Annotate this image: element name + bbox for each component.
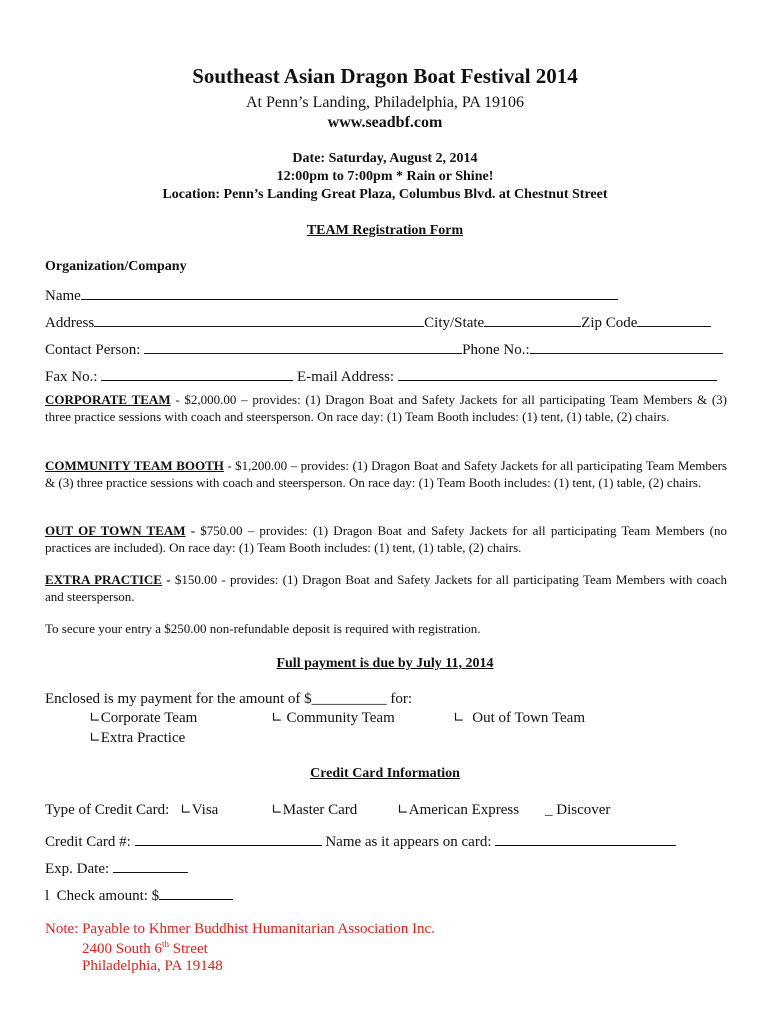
option-extra-practice[interactable]: [89, 730, 185, 747]
fax-field[interactable]: [101, 366, 293, 381]
name-field[interactable]: [81, 285, 618, 300]
address-label: Address: [45, 315, 95, 331]
package-description: - $2,000.00 – provides: (1) Dragon Boat and Safety Jackets for all participating Team Members & (3) three practice sessions with coach and steersperson. On race day: (1) Team Booth includes: (1) tent, (1) table, (2) chairs.: [45, 392, 728, 424]
package-name: COMMUNITY TEAM BOOTH: [45, 458, 224, 473]
email-field[interactable]: [398, 366, 717, 381]
exp-date-field[interactable]: [113, 858, 188, 873]
check-checkbox-icon[interactable]: l: [45, 888, 50, 904]
option-corporate-team[interactable]: [89, 710, 197, 727]
phone-field[interactable]: [530, 339, 723, 354]
package-separator: -: [185, 523, 201, 538]
option-community-team[interactable]: [271, 710, 395, 727]
package-corporate: [45, 391, 727, 425]
payable-note: Note: Payable to Khmer Buddhist Humanitarian Association Inc.: [45, 921, 435, 937]
package-description: - $1,200.00 – provides: (1) Dragon Boat and Safety Jackets for all participating Team Members & (3) three practice sessions with coach and steersperson. On race day: (1) Team Booth includes: (1) tent, (1) table, (2) chairs.: [45, 458, 727, 490]
option-label: Out of Town Team: [472, 710, 585, 726]
checkbox-icon[interactable]: ∟: [180, 802, 192, 818]
card-name-label: Name as it appears on card:: [325, 834, 492, 850]
package-extra-practice: [45, 571, 727, 605]
package-name: OUT OF TOWN TEAM: [45, 523, 186, 538]
check-amount-field[interactable]: [159, 885, 233, 900]
card-type-label: Type of Credit Card:: [45, 802, 170, 818]
card-name-field[interactable]: [495, 831, 676, 846]
package-description: $150.00 - provides: (1) Dragon Boat and Safety Jackets for all participating Team Members with coach and steersperson.: [45, 572, 727, 604]
exp-date-label: Exp. Date:: [45, 861, 110, 877]
email-label: E-mail Address:: [297, 369, 395, 385]
contact-person-label: Contact Person:: [45, 342, 141, 358]
enclosed-payment-line: Enclosed is my payment for the amount of $__________ for:: [45, 691, 413, 707]
street-name: Street: [169, 941, 208, 957]
card-option-master[interactable]: [271, 802, 357, 819]
street-suffix: th: [162, 939, 170, 949]
event-date: Date: Saturday, August 2, 2014: [292, 151, 478, 166]
event-time: 12:00pm to 7:00pm * Rain or Shine!: [276, 169, 494, 184]
contact-row: [45, 339, 723, 359]
package-description: $750.00 – provides: (1) Dragon Boat and Safety Jackets for all participating Team Members (no practices are included). On race day: (1) Team Booth includes: (1) tent, (1) table, (2) chairs.: [45, 523, 727, 555]
option-label: Corporate Team: [100, 710, 198, 726]
option-label: Community Team: [286, 710, 395, 726]
name-label: Name: [45, 288, 81, 304]
check-amount-row: [45, 885, 233, 905]
contact-person-field[interactable]: [144, 339, 462, 354]
option-label: Extra Practice: [100, 730, 186, 746]
address-field[interactable]: [94, 312, 424, 327]
organization-label: Organization/Company: [45, 259, 187, 274]
payable-street: [82, 939, 208, 958]
option-out-of-town-team[interactable]: [453, 710, 585, 727]
city-state-field[interactable]: [484, 312, 581, 327]
checkbox-icon[interactable]: ∟: [271, 710, 283, 726]
checkbox-icon[interactable]: ∟: [89, 730, 101, 746]
package-name: EXTRA PRACTICE: [45, 572, 162, 587]
credit-card-heading: Credit Card Information: [310, 766, 460, 781]
package-out-of-town: [45, 522, 727, 556]
package-separator: -: [161, 572, 175, 587]
city-state-label: City/State: [424, 315, 485, 331]
checkbox-icon[interactable]: ∟: [397, 802, 409, 818]
venue-line: At Penn’s Landing, Philadelphia, PA 19106: [245, 94, 525, 111]
card-option-amex[interactable]: [397, 802, 519, 819]
payable-city: Philadelphia, PA 19148: [82, 958, 223, 974]
check-amount-label: Check amount: $: [56, 888, 160, 904]
payment-due-heading: Full payment is due by July 11, 2014: [276, 656, 494, 671]
address-row: [45, 312, 711, 332]
deposit-note: To secure your entry a $250.00 non-refundable deposit is required with registration.: [45, 621, 481, 636]
card-option-discover[interactable]: [545, 802, 610, 819]
checkbox-icon[interactable]: ∟: [453, 710, 465, 726]
zip-code-field[interactable]: [637, 312, 711, 327]
checkbox-icon[interactable]: _: [545, 802, 553, 818]
package-name: CORPORATE TEAM: [45, 392, 171, 407]
card-option-label: American Express: [408, 802, 520, 818]
card-option-visa[interactable]: [180, 802, 218, 819]
phone-label: Phone No.:: [462, 342, 530, 358]
exp-date-row: [45, 858, 188, 878]
name-row: [45, 285, 618, 305]
checkbox-icon[interactable]: ∟: [271, 802, 283, 818]
website-link[interactable]: www.seadbf.com: [327, 114, 443, 131]
card-option-label: Master Card: [282, 802, 358, 818]
card-option-label: Visa: [191, 802, 219, 818]
zip-code-label: Zip Code: [581, 315, 638, 331]
street-number: 2400 South 6: [82, 941, 163, 957]
fax-label: Fax No.:: [45, 369, 98, 385]
card-number-row: [45, 831, 676, 851]
page-title: Southeast Asian Dragon Boat Festival 2014: [192, 64, 578, 88]
card-option-label: Discover: [556, 802, 611, 818]
card-number-field[interactable]: [135, 831, 322, 846]
checkbox-icon[interactable]: ∟: [89, 710, 101, 726]
card-number-label: Credit Card #:: [45, 834, 131, 850]
event-location: Location: Penn’s Landing Great Plaza, Columbus Blvd. at Chestnut Street: [162, 187, 608, 202]
form-heading: TEAM Registration Form: [306, 223, 464, 238]
fax-email-row: [45, 366, 717, 386]
package-community: [45, 457, 727, 491]
